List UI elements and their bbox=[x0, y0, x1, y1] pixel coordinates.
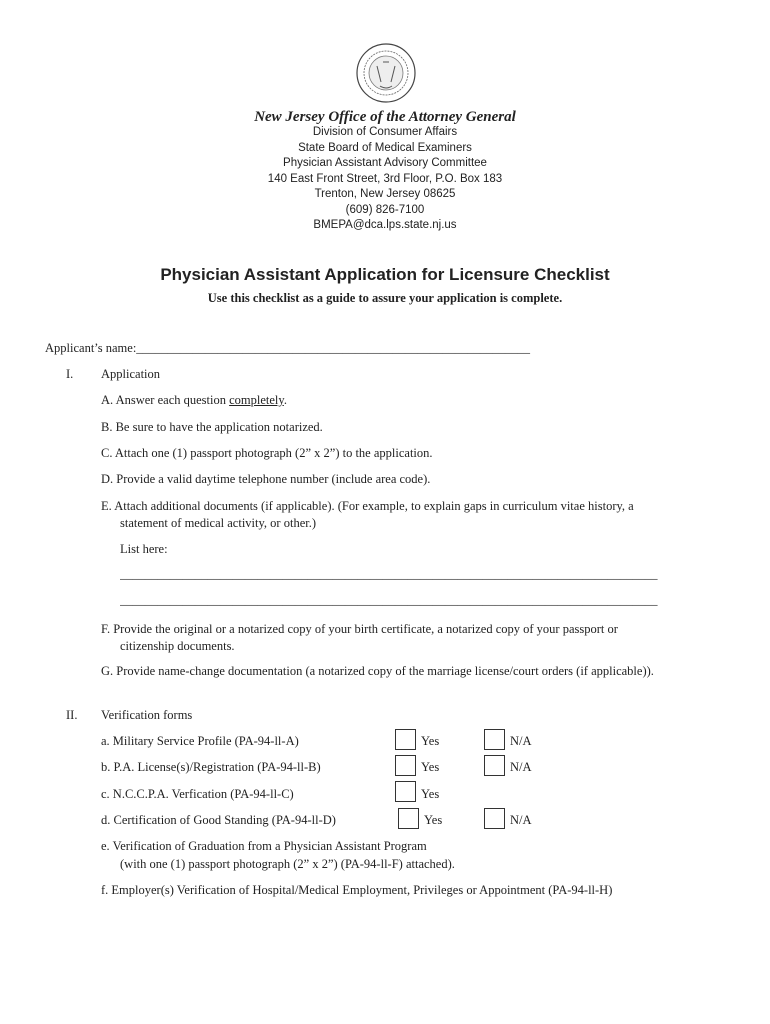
email: BMEPA@dca.lps.state.nj.us bbox=[313, 219, 457, 231]
applicant-name-field[interactable]: Applicant’s name:_______________________________________________________________ bbox=[45, 341, 531, 355]
address-line: State Board of Medical Examiners bbox=[298, 142, 472, 154]
item-b: B. Be sure to have the application notarized. bbox=[101, 420, 323, 434]
address-line: Physician Assistant Advisory Committee bbox=[283, 157, 487, 169]
item-f: F. Provide the original or a notarized copy of your birth certificate, a notarized copy of your passport or bbox=[101, 622, 618, 636]
subtitle: Use this checklist as a guide to assure your application is complete. bbox=[207, 291, 563, 305]
yes-checkbox[interactable] bbox=[395, 781, 416, 802]
yes-checkbox[interactable] bbox=[395, 729, 416, 750]
na-checkbox[interactable] bbox=[484, 729, 505, 750]
item-f-cont: citizenship documents. bbox=[120, 639, 235, 653]
form-d: d. Certification of Good Standing (PA-94-ll-D) bbox=[101, 813, 336, 827]
list-here-label: List here: bbox=[120, 542, 168, 556]
phone: (609) 826-7100 bbox=[345, 204, 425, 216]
item-e-cont: statement of medical activity, or other.) bbox=[120, 516, 316, 530]
item-e: E. Attach additional documents (if applicable). (For example, to explain gaps in curriculum vitae history, a bbox=[101, 499, 634, 513]
office-name: New Jersey Office of the Attorney General bbox=[254, 109, 516, 125]
section-number: II. bbox=[66, 708, 78, 722]
address-line: Division of Consumer Affairs bbox=[312, 126, 458, 138]
yes-checkbox[interactable] bbox=[395, 755, 416, 776]
yes-label: Yes bbox=[421, 787, 440, 801]
na-checkbox[interactable] bbox=[484, 808, 505, 829]
yes-label: Yes bbox=[421, 760, 440, 774]
section-number: I. bbox=[66, 367, 74, 381]
list-line-1[interactable]: ______________________________________________________________________________________ bbox=[120, 567, 658, 581]
form-f: f. Employer(s) Verification of Hospital/Medical Employment, Privileges or Appointment (PA-94-ll-H) bbox=[101, 883, 613, 897]
item-g: G. Provide name-change documentation (a notarized copy of the marriage license/court orders (if applicable)). bbox=[101, 664, 654, 678]
yes-checkbox[interactable] bbox=[398, 808, 419, 829]
na-label: N/A bbox=[510, 734, 532, 748]
state-seal-icon bbox=[355, 42, 417, 104]
form-b: b. P.A. License(s)/Registration (PA-94-ll-B) bbox=[101, 760, 321, 774]
form-c: c. N.C.C.P.A. Verfication (PA-94-ll-C) bbox=[101, 787, 294, 801]
form-e-cont: (with one (1) passport photograph (2” x 2”) (PA-94-ll-F) attached). bbox=[120, 857, 455, 871]
yes-label: Yes bbox=[424, 813, 443, 827]
na-checkbox[interactable] bbox=[484, 755, 505, 776]
item-c: C. Attach one (1) passport photograph (2” x 2”) to the application. bbox=[101, 446, 433, 460]
form-e: e. Verification of Graduation from a Physician Assistant Program bbox=[101, 839, 427, 853]
na-label: N/A bbox=[510, 813, 532, 827]
section-title: Verification forms bbox=[101, 708, 193, 722]
address-line: Trenton, New Jersey 08625 bbox=[314, 188, 456, 200]
na-label: N/A bbox=[510, 760, 532, 774]
item-d: D. Provide a valid daytime telephone number (include area code). bbox=[101, 472, 431, 486]
section-title: Application bbox=[101, 367, 161, 381]
yes-label: Yes bbox=[421, 734, 440, 748]
page-title: Physician Assistant Application for Licensure Checklist bbox=[160, 265, 610, 284]
list-line-2[interactable]: ______________________________________________________________________________________ bbox=[120, 593, 658, 607]
address-line: 140 East Front Street, 3rd Floor, P.O. Box 183 bbox=[267, 173, 503, 185]
item-a: A. Answer each question completely. bbox=[101, 393, 287, 407]
form-a: a. Military Service Profile (PA-94-ll-A) bbox=[101, 734, 299, 748]
